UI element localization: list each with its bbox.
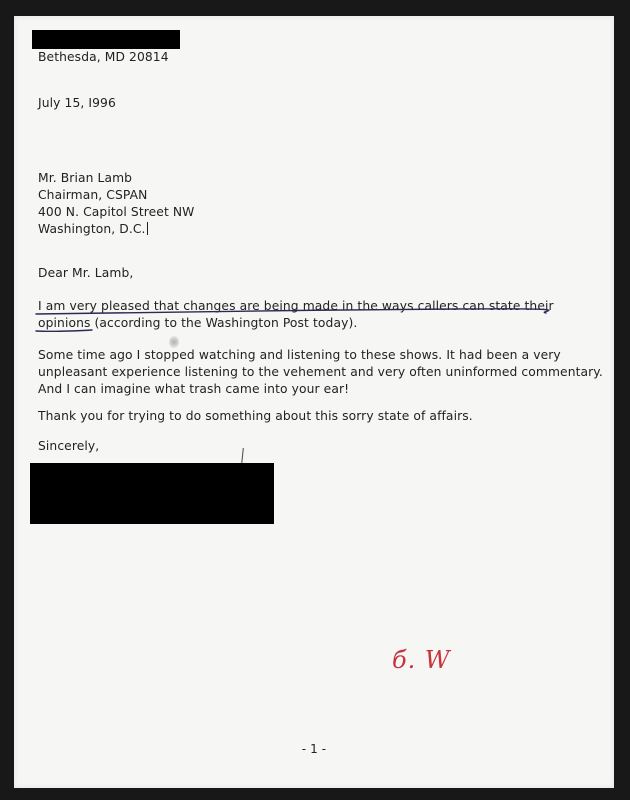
recipient-city-line (38, 222, 148, 236)
recipient-name: Mr. Brian Lamb (38, 171, 133, 185)
page-number: - 1 - (301, 742, 327, 756)
signature-stroke (241, 448, 244, 464)
letter-page (14, 16, 614, 788)
paragraph1-line2-rest: (according to the Washington Post today). (90, 316, 358, 330)
letter-body (14, 16, 614, 788)
underlined-word-opinions: opinions (38, 316, 91, 330)
paragraph2-line2: unpleasant experience listening to the vehement and very often uninformed commentary. (38, 365, 603, 379)
recipient-city: Washington, D.C. (38, 222, 146, 236)
handwritten-initials: б. W (392, 646, 451, 674)
text-cursor-mark (147, 222, 148, 235)
paragraph3: Thank you for trying to do something about this sorry state of affairs. (38, 409, 473, 423)
letter-date: July 15, I996 (38, 96, 116, 110)
paragraph2-line1: Some time ago I stopped watching and listening to these shows. It had been a very (38, 348, 561, 362)
underline-stroke-2 (36, 330, 92, 331)
sender-city-line: Bethesda, MD 20814 (38, 50, 169, 64)
paragraph1-line2 (38, 316, 357, 330)
redacted-sender-name (32, 30, 180, 49)
redacted-signature (30, 463, 274, 524)
recipient-street: 400 N. Capitol Street NW (38, 205, 195, 219)
paragraph2-line3: And I can imagine what trash came into your ear! (38, 382, 350, 396)
recipient-title: Chairman, CSPAN (38, 188, 148, 202)
ink-smudge (169, 336, 179, 348)
pen-underline-marks (14, 16, 614, 788)
closing: Sincerely, (38, 439, 100, 453)
paragraph1-line1: I am very pleased that changes are being made in the ways callers can state their (38, 299, 554, 313)
salutation: Dear Mr. Lamb, (38, 266, 134, 280)
